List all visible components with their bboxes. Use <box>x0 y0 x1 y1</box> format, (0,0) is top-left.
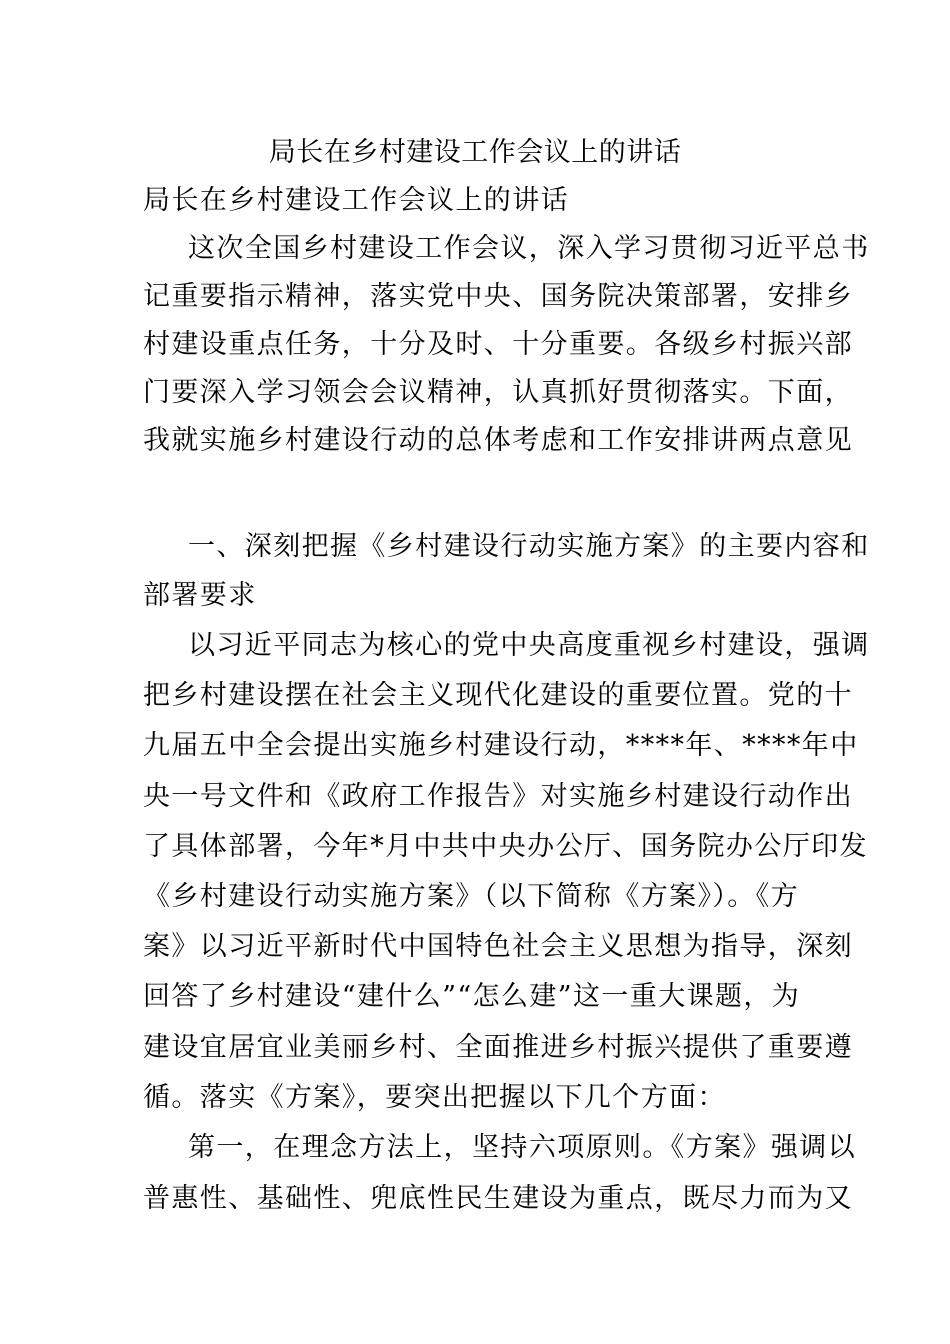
section-heading-line: 一、深刻把握《乡村建设行动实施方案》的主要内容和 <box>188 531 870 562</box>
paragraph-line: 这次全国乡村建设工作会议，深入学习贯彻习近平总书 <box>188 233 870 264</box>
paragraph-line: 我就实施乡村建设行动的总体考虑和工作安排讲两点意见 <box>143 425 853 456</box>
paragraph-line: 了具体部署，今年*月中共中央办公厅、国务院办公厅印发 <box>143 831 868 862</box>
paragraph-line: 村建设重点任务，十分及时、十分重要。各级乡村振兴部 <box>143 329 853 360</box>
subtitle-line: 局长在乡村建设工作会议上的讲话 <box>143 185 569 216</box>
paragraph-line: 普惠性、基础性、兜底性民生建设为重点，既尽力而为又 <box>143 1183 853 1214</box>
paragraph-line: 建设宜居宜业美丽乡村、全面推进乡村振兴提供了重要遵 <box>143 1032 853 1063</box>
paragraph-line: 以习近平同志为核心的党中央高度重视乡村建设，强调 <box>188 630 870 661</box>
document-title: 局长在乡村建设工作会议上的讲话 <box>268 137 682 168</box>
paragraph-line: 记重要指示精神，落实党中央、国务院决策部署，安排乡 <box>143 281 853 312</box>
paragraph-line: 回答了乡村建设“建什么”“怎么建”这一重大课题，为 <box>143 981 801 1012</box>
section-heading-line: 部署要求 <box>143 580 257 611</box>
paragraph-line: 把乡村建设摆在社会主义现代化建设的重要位置。党的十 <box>143 680 853 711</box>
paragraph-line: 九届五中全会提出实施乡村建设行动，****年、****年中 <box>143 730 859 761</box>
paragraph-line: 门要深入学习领会会议精神，认真抓好贯彻落实。下面， <box>143 377 853 408</box>
paragraph-line: 央一号文件和《政府工作报告》对实施乡村建设行动作出 <box>143 781 853 812</box>
paragraph-line: 案》以习近平新时代中国特色社会主义思想为指导，深刻 <box>143 931 853 962</box>
paragraph-line: 循。落实《方案》，要突出把握以下几个方面： <box>143 1082 726 1113</box>
paragraph-line: 第一，在理念方法上，坚持六项原则。《方案》强调以 <box>188 1132 857 1163</box>
paragraph-line: 《乡村建设行动实施方案》（以下简称《方案》）。《方 <box>143 881 799 912</box>
